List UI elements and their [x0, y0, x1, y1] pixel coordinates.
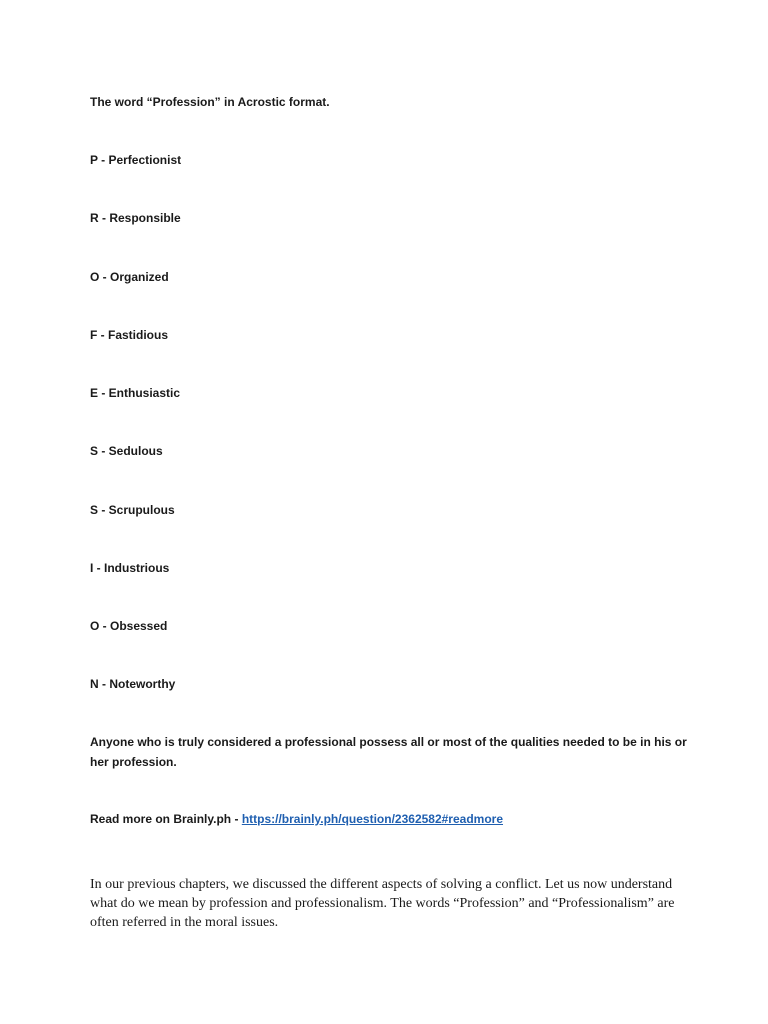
- acrostic-item-p: P - Perfectionist: [90, 153, 182, 167]
- body-paragraph: In our previous chapters, we discussed the different aspects of solving a conflict. Let us now understand what do we mean by profession and professionalism. The words “Profession” and “Professionalism” are often referred in the moral issues.: [90, 877, 675, 930]
- acrostic-item-o: O - Organized: [90, 270, 169, 284]
- summary-paragraph: Anyone who is truly considered a professional possess all or most of the qualities needed to be in his or her profession.: [90, 735, 687, 769]
- read-more-label: Read more on Brainly.ph -: [90, 812, 242, 826]
- acrostic-item-e: E - Enthusiastic: [90, 386, 181, 400]
- acrostic-item-o2: O - Obsessed: [90, 619, 168, 633]
- brainly-link[interactable]: https://brainly.ph/question/2362582#readmore: [241, 812, 503, 826]
- read-more-line: [90, 812, 710, 826]
- acrostic-item-r: R - Responsible: [90, 211, 181, 225]
- document-heading: The word “Profession” in Acrostic format.: [90, 95, 330, 109]
- acrostic-item-s2: S - Scrupulous: [90, 503, 175, 517]
- acrostic-item-i: I - Industrious: [90, 561, 170, 575]
- acrostic-item-n: N - Noteworthy: [90, 677, 176, 691]
- acrostic-item-s1: S - Sedulous: [90, 444, 163, 458]
- acrostic-item-f: F - Fastidious: [90, 328, 168, 342]
